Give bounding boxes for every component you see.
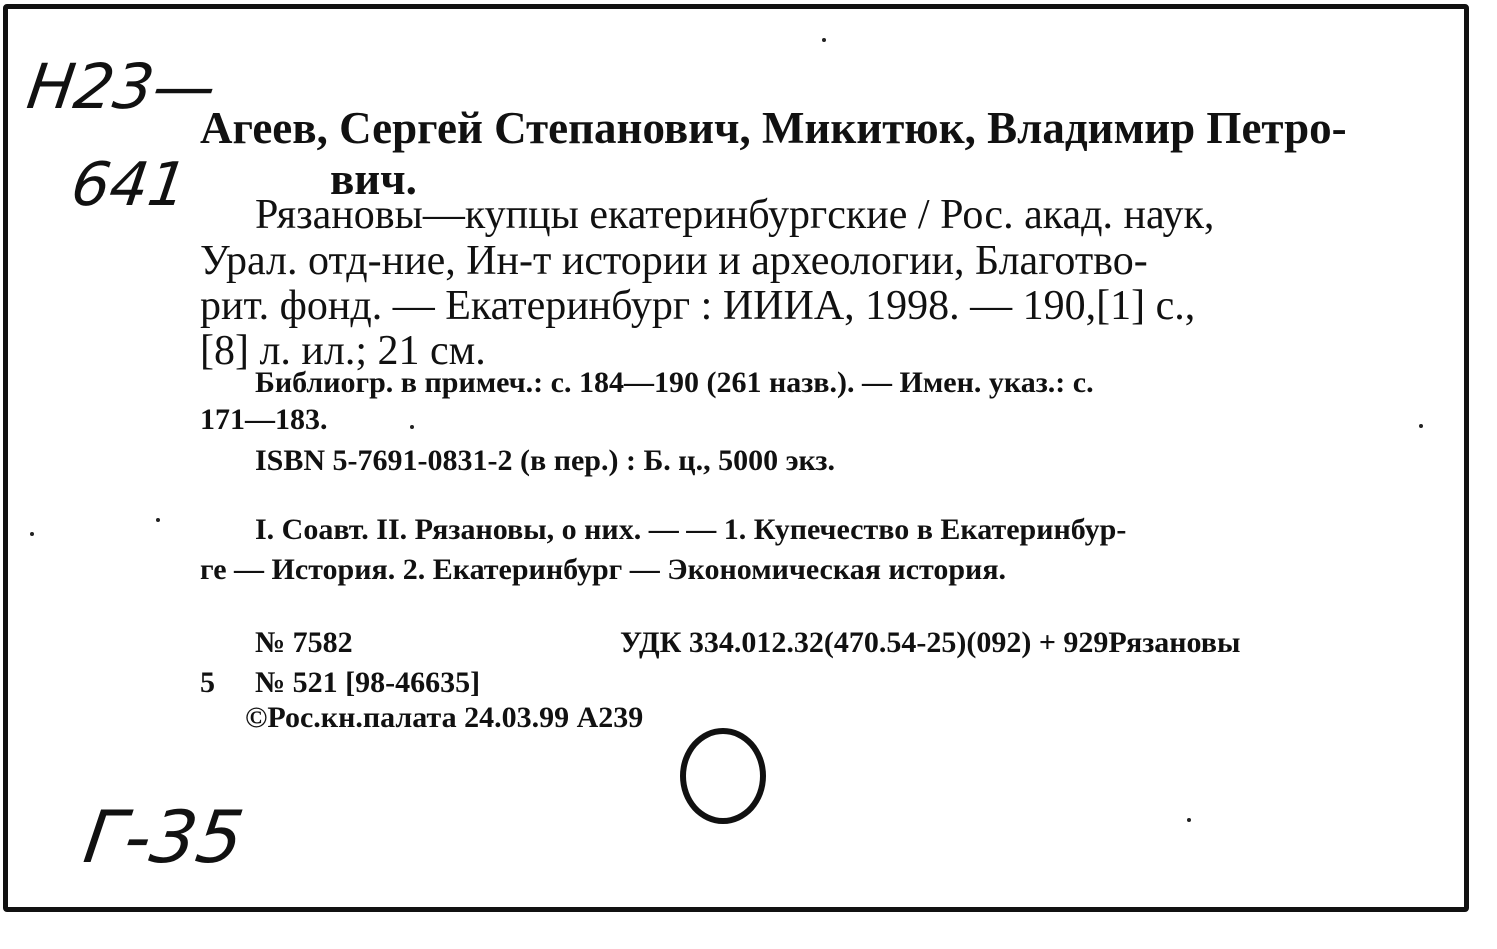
title-line-4: [8] л. ил.; 21 см. <box>200 328 486 374</box>
handwritten-call-number-bottom: 641 <box>67 150 192 220</box>
record-number: № 7582 <box>255 626 353 659</box>
scan-speck <box>156 518 160 522</box>
line5-prefix: 5 <box>200 666 215 699</box>
handwritten-call-number-top: Н23— <box>22 50 221 123</box>
punch-hole-circle <box>680 728 766 824</box>
udc-classification: УДК 334.012.32(470.54-25)(092) + 929Рязановы <box>620 626 1241 659</box>
line5-number: № 521 [98-46635] <box>255 666 481 699</box>
handwritten-shelf-mark: Г-35 <box>79 795 249 879</box>
scan-speck <box>1419 424 1423 428</box>
scan-speck <box>1187 818 1191 822</box>
title-line-1: Рязановы—купцы екатеринбургские / Рос. акад. наук, <box>255 192 1215 238</box>
tracing-line-2: ге — История. 2. Екатеринбург — Экономическая история. <box>200 553 1007 586</box>
scan-speck <box>822 38 826 42</box>
scan-speck <box>30 532 34 536</box>
title-line-3: рит. фонд. — Екатеринбург : ИИИА, 1998. — 190,[1] с., <box>200 283 1196 329</box>
note-line-1: Библиогр. в примеч.: с. 184—190 (261 назв.). — Имен. указ.: с. <box>255 366 1094 399</box>
copyright-line: ©Рос.кн.палата 24.03.99 А239 <box>245 701 644 734</box>
tracing-line-1: I. Соавт. II. Рязановы, о них. — — 1. Купечество в Екатеринбур- <box>255 513 1127 546</box>
note-line-2: 171—183. <box>200 403 328 436</box>
scan-speck <box>410 425 414 429</box>
isbn-line: ISBN 5-7691-0831-2 (в пер.) : Б. ц., 5000 экз. <box>255 444 835 477</box>
author-line-1: Агеев, Сергей Степанович, Микитюк, Владимир Петро- <box>200 103 1347 153</box>
title-line-2: Урал. отд-ние, Ин-т истории и археологии, Благотво- <box>200 238 1148 284</box>
author-line-2: вич. <box>330 154 417 204</box>
